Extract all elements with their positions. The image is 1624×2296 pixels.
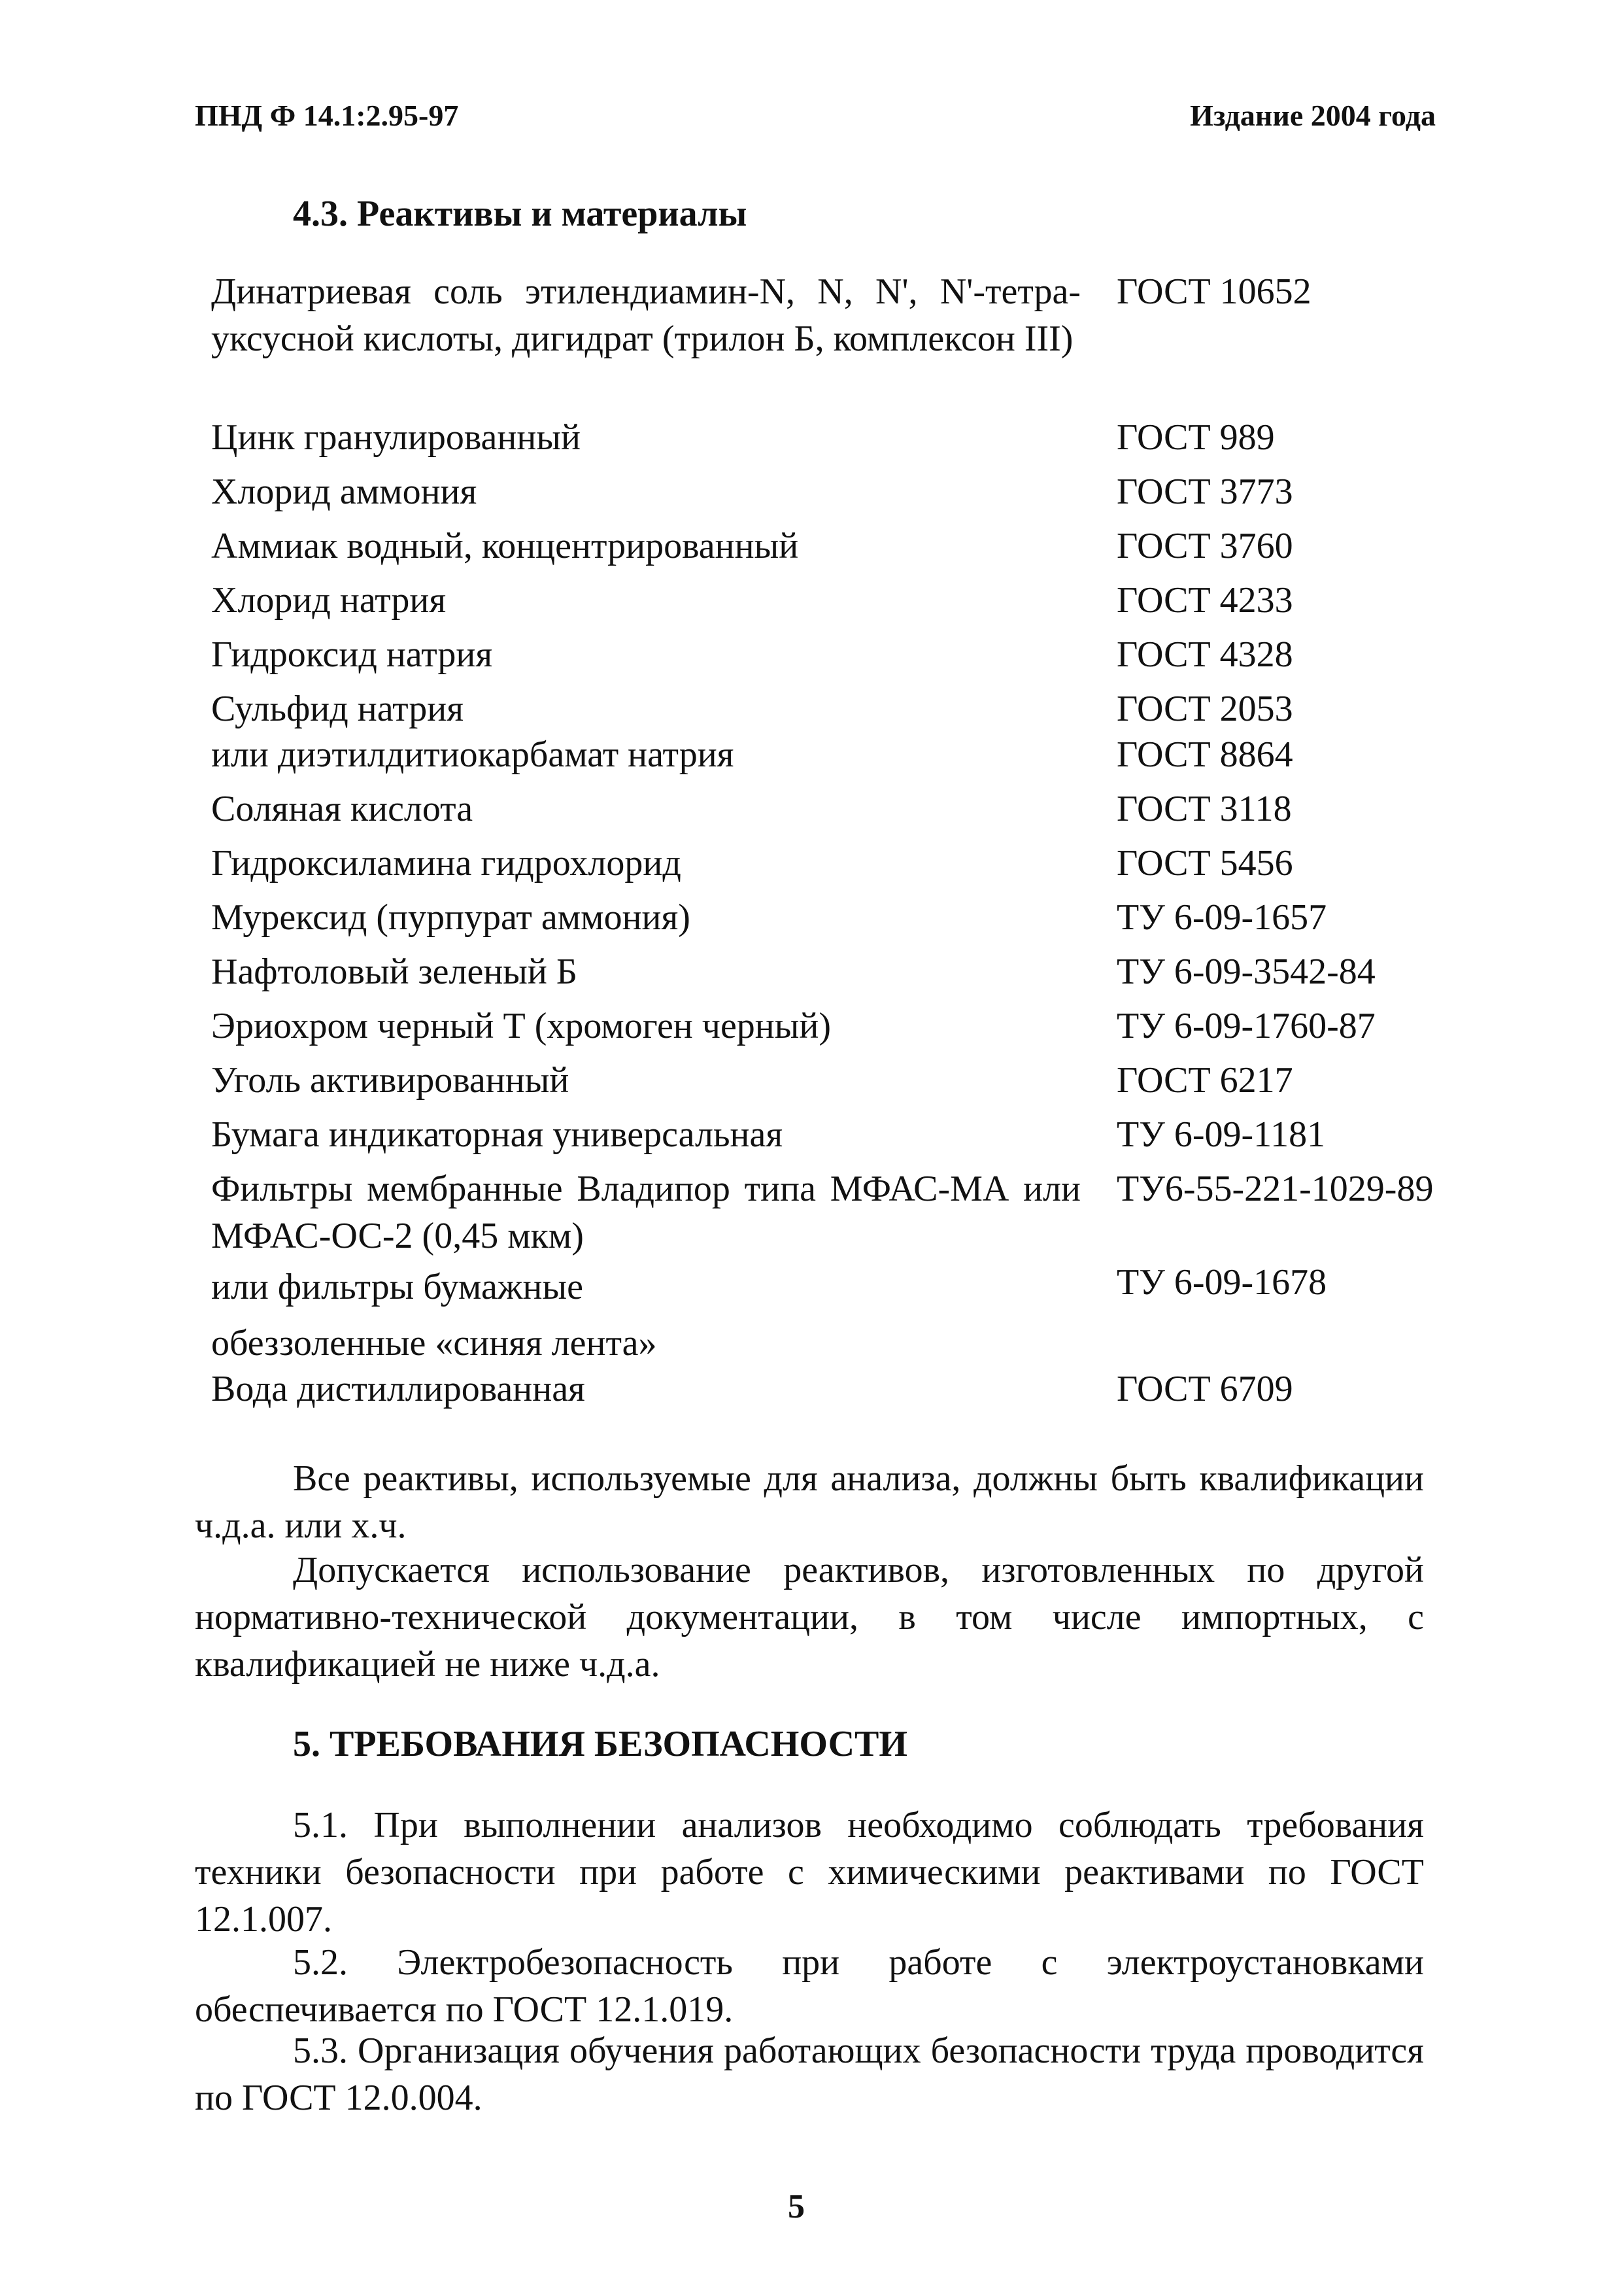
section-title-reagents: 4.3. Реактивы и материалы [293,194,747,234]
reagent-standard: ТУ 6-09-1181 [1117,1114,1326,1155]
reagent-name: Эриохром черный Т (хромоген черный) [211,1006,832,1046]
section-title-safety: 5. ТРЕБОВАНИЯ БЕЗОПАСНОСТИ [293,1724,907,1764]
reagent-standard: ГОСТ 5456 [1117,843,1293,883]
reagent-name: Аммиак водный, концентрированный [211,526,799,566]
note-alternative-reagents: Допускается использование реактивов, изготовленных по другой нормативно-технической документации, в том числе импортных, с квалификацией не ниже ч.д.а. [195,1550,1424,1685]
reagent-name: Хлорид аммония [211,471,477,512]
edition-label: Издание 2004 года [1190,99,1436,132]
note-qualification: Все реактивы, используемые для анализа, должны быть квалификации ч.д.а. или х.ч. [195,1458,1424,1546]
reagent-name: Фильтры мембранные Владипор типа МФАС-МА или МФАС-ОС-2 (0,45 мкм) [211,1169,1081,1256]
reagent-name: Нафтоловый зеленый Б [211,951,578,992]
reagent-standard: ТУ 6-09-1760-87 [1117,1006,1376,1046]
reagent-standard: ГОСТ 2053 [1117,689,1293,729]
reagent-standard: ГОСТ 4233 [1117,580,1293,621]
safety-paragraph-2: 5.2. Электробезопасность при работе с электроустановками обеспечивается по ГОСТ 12.1.019. [195,1942,1424,2030]
reagent-name: Гидроксиламина гидрохлорид [211,843,681,883]
reagent-name: Гидроксид натрия [211,634,493,675]
page-number: 5 [788,2188,805,2225]
safety-paragraph-3: 5.3. Организация обучения работающих безопасности труда проводится по ГОСТ 12.0.004. [195,2030,1424,2118]
reagent-standard: ТУ 6-09-1678 [1117,1262,1327,1303]
reagent-name: Динатриевая соль этилендиамин-N, N, N', N'-тетра-уксусной кислоты, дигидрат (трилон Б, комплексон III) [211,271,1081,359]
reagent-name: Сульфид натрия [211,689,464,729]
reagent-name: Мурексид (пурпурат аммония) [211,897,690,938]
reagent-standard: ГОСТ 6217 [1117,1060,1293,1101]
reagent-name: Хлорид натрия [211,580,447,621]
reagent-name: Цинк гранулированный [211,417,581,458]
reagent-name: или фильтры бумажные обеззоленные «синяя лента» [211,1267,657,1363]
reagent-standard: ГОСТ 10652 [1117,271,1311,312]
reagent-standard: ГОСТ 3773 [1117,471,1293,512]
reagent-standard: ГОСТ 6709 [1117,1369,1293,1409]
document-code: ПНД Ф 14.1:2.95-97 [195,99,459,132]
reagent-standard: ГОСТ 3760 [1117,526,1293,566]
reagent-name: или диэтилдитиокарбамат натрия [211,734,734,775]
reagent-standard: ТУ 6-09-3542-84 [1117,951,1376,992]
safety-paragraph-1: 5.1. При выполнении анализов необходимо соблюдать требования техники безопасности при работе с химическими реактивами по ГОСТ 12.1.007. [195,1805,1424,1940]
reagent-standard: ГОСТ 8864 [1117,734,1293,775]
reagent-name: Вода дистиллированная [211,1369,585,1409]
reagent-standard: ГОСТ 3118 [1117,789,1292,829]
reagent-standard: ТУ 6-09-1657 [1117,897,1327,938]
reagent-standard: ГОСТ 989 [1117,417,1275,458]
reagent-name: Соляная кислота [211,789,473,829]
reagent-name: Уголь активированный [211,1060,569,1101]
reagent-standard: ТУ6-55-221-1029-89 [1117,1169,1434,1209]
reagent-name: Бумага индикаторная универсальная [211,1114,783,1155]
reagent-standard: ГОСТ 4328 [1117,634,1293,675]
